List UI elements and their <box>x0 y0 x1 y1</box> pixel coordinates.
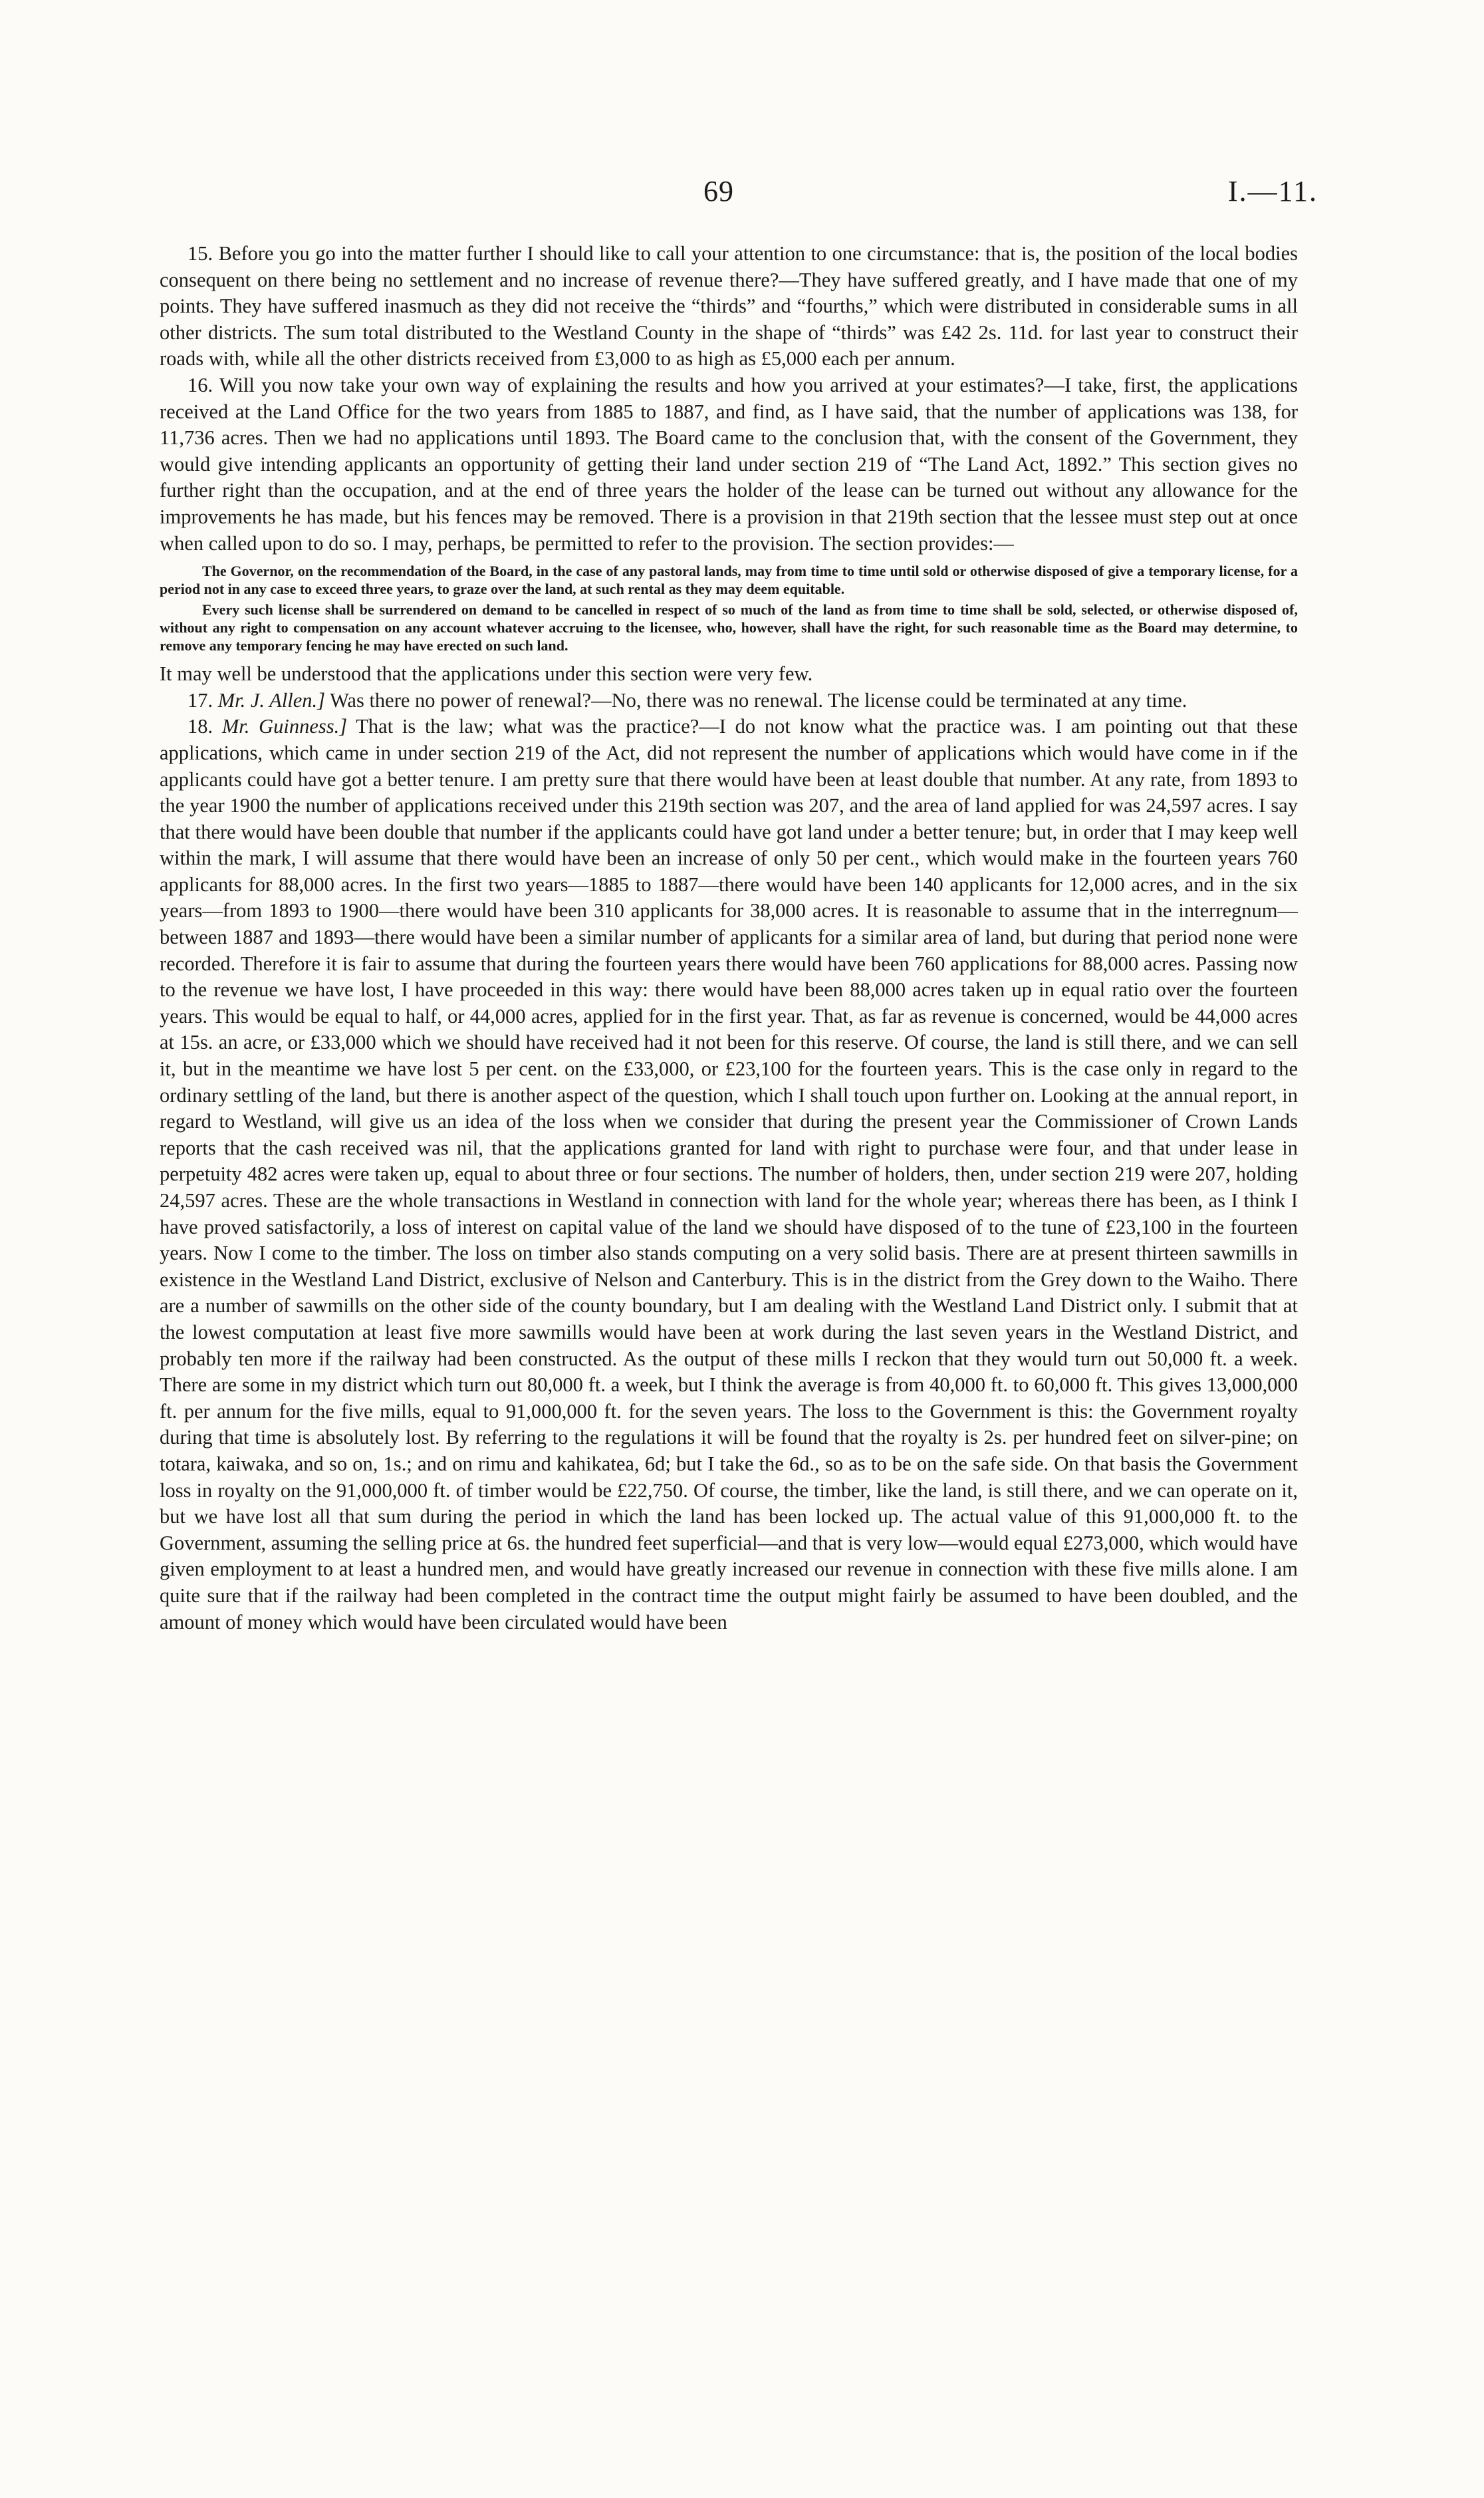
quote-paragraph: Every such license shall be surrendered on demand to be cancelled in respect of so much of the land as from time to time shall be sold, selected, or otherwise disposed of, without any right to compensation on any account whatever accruing to the licensee, who, however, shall have the right, for such reasonable time as the Board may determine, to remove any temporary fencing he may have erected on such land. <box>160 601 1298 654</box>
paragraph-16 <box>160 372 1298 557</box>
speaker: Mr. Guinness.] <box>221 715 348 738</box>
body-text <box>160 241 1298 1635</box>
quote-paragraph: The Governor, on the recommendation of the Board, in the case of any pastoral lands, may from time to time until sold or otherwise disposed of give a temporary license, for a period not in any case to exceed three years, to graze over the land, at such rental as they may deem equitable. <box>160 563 1298 598</box>
document-reference: I.—11. <box>1227 175 1318 208</box>
paragraph-text: Before you go into the matter further I should like to call your attention to one circumstance: that is, the position of the local bodies consequent on there being no settlement and no increase of revenue there?—They have suffered greatly, and I have made that one of my points. They have suffered inasmuch as they did not receive the “thirds” and “fourths,” which were distributed in considerable sums in all other districts. The sum total distributed to the Westland County in the shape of “thirds” was £42 2s. 11d. for last year to construct their roads with, while all the other districts received from £3,000 to as high as £5,000 each per annum. <box>160 242 1298 370</box>
speaker: Mr. J. Allen.] <box>217 688 325 712</box>
paragraph-15 <box>160 241 1298 372</box>
paragraph-number: 18. <box>187 715 213 738</box>
paragraph-17 <box>160 688 1298 714</box>
section-quote <box>160 562 1298 654</box>
paragraph-18 <box>160 714 1298 1635</box>
paragraph-text: Will you now take your own way of explaining the results and how you arrived at your estimates?—I take, first, the applications received at the Land Office for the two years from 1885 to 1887, and find, as I have said, that the number of applications was 138, for 11,736 acres. Then we had no applications until 1893. The Board came to the conclusion that, with the consent of the Government, they would give intending applicants an opportunity of getting their land under section 219 of “The Land Act, 1892.” This section gives no further right than the occupation, and at the end of three years the holder of the lease can be turned out without any allowance for the improvements he has made, but his fences may be removed. There is a provision in that 219th section that the lessee must step out at once when called upon to do so. I may, perhaps, be permitted to refer to the provision. The section provides:— <box>160 373 1298 555</box>
after-quote-text: It may well be understood that the applications under this section were very few. <box>160 662 813 686</box>
paragraph-text: That is the law; what was the practice?—I do not know what the practice was. I am pointing out that these applications, which came in under section 219 of the Act, did not represent the number of applications which would have come in if the applicants could have got a better tenure. I am pretty sure that there would have been at least double that number. At any rate, from 1893 to the year 1900 the number of applications received under this 219th section was 207, and the area of land applied for was 24,597 acres. I say that there would have been double that number if the applicants could have got land under a better tenure; but, in order that I may keep well within the mark, I will assume that there would have been an increase of only 50 per cent., which would make in the fourteen years 760 applicants for 88,000 acres. In the first two years—1885 to 1887—there would have been 140 applicants for 12,000 acres, and in the six years—from 1893 to 1900—there would have been 310 applicants for 38,000 acres. It is reasonable to assume that in the interregnum—between 1887 and 1893—there would have been a similar number of applicants for a similar area of land, but during that period none were recorded. Therefore it is fair to assume that during the fourteen years there would have been 760 applications for 88,000 acres. Passing now to the revenue we have lost, I have proceeded in this way: there would have been 88,000 acres taken up in equal ratio over the fourteen years. This would be equal to half, or 44,000 acres, applied for in the first year. That, as far as revenue is concerned, would be 44,000 acres at 15s. an acre, or £33,000 which we should have received had it not been for this reserve. Of course, the land is still there, and we can sell it, but in the meantime we have lost 5 per cent. on the £33,000, or £23,100 for the fourteen years. This is the case only in regard to the ordinary settling of the land, but there is another aspect of the question, which I shall touch upon further on. Looking at the annual report, in regard to Westland, will give us an idea of the loss when we consider that during the present year the Commissioner of Crown Lands reports that the cash received was nil, that the applications granted for land with right to purchase were four, and that under lease in perpetuity 482 acres were taken up, equal to about three or four sections. The number of holders, then, under section 219 were 207, holding 24,597 acres. These are the whole transactions in Westland in connection with land for the whole year; whereas there has been, as I think I have proved satisfactorily, a loss of interest on capital value of the land we should have disposed of to the tune of £23,100 in the fourteen years. Now I come to the timber. The loss on timber also stands computing on a very solid basis. There are at present thirteen sawmills in existence in the Westland Land District, exclusive of Nelson and Canterbury. This is in the district from the Grey down to the Waiho. There are a number of sawmills on the other side of the county boundary, but I am dealing with the Westland Land District only. I submit that at the lowest computation at least five more sawmills would have been at work during the last seven years in the Westland District, and probably ten more if the railway had been constructed. As the output of these mills I reckon that they would turn out 50,000 ft. a week. There are some in my district which turn out 80,000 ft. a week, but I think the average is from 40,000 ft. to 60,000 ft. This gives 13,000,000 ft. per annum for the five mills, equal to 91,000,000 ft. for the seven years. The loss to the Government is this: the Government royalty during that time is absolutely lost. By referring to the regulations it will be found that the royalty is 2s. per hundred feet on silver-pine; on totara, kaiwaka, and so on, 1s.; and on rimu and kahikatea, 6d; but I take the 6d., so as to be on the safe side. On that basis the Government loss in royalty on the 91,000,000 ft. of timber would be £22,750. Of course, the timber, like the land, is still there, and we can operate on it, but we have lost all that sum during the period in which the land has been locked up. The actual value of this 91,000,000 ft. to the Government, assuming the selling price at 6s. the hundred feet superficial—and that is very low—would equal £273,000, which would have given employment to at least a hundred men, and would have greatly increased our revenue in connection with these five mills alone. I am quite sure that if the railway had been completed in the contract time the output might fairly be assumed to have been doubled, and the amount of money which would have been circulated would have been <box>160 715 1298 1633</box>
page-number: 69 <box>703 175 734 208</box>
paragraph-text: Was there no power of renewal?—No, there was no renewal. The license could be terminated at any time. <box>330 688 1187 712</box>
page-header <box>0 174 1484 214</box>
paragraph-number: 16. <box>187 373 213 396</box>
paragraph-number: 15. <box>187 242 213 265</box>
paragraph-number: 17. <box>187 688 213 712</box>
